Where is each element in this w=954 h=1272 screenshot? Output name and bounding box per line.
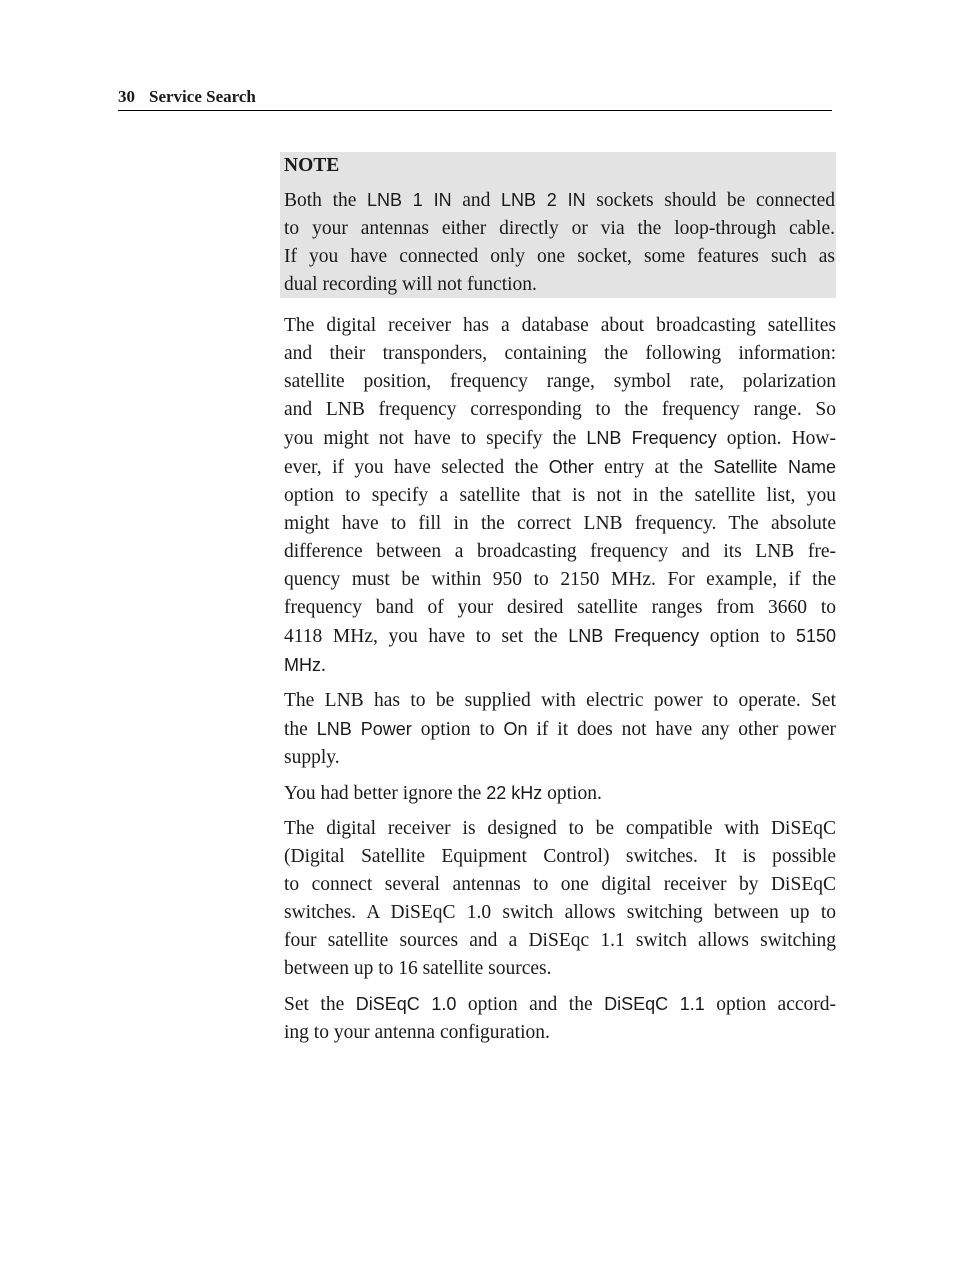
option-name: On bbox=[503, 719, 528, 739]
text-run: satellite position, frequency range, symbol rate, polarization bbox=[284, 371, 836, 392]
text-run: and their transponders, containing the following information: bbox=[284, 343, 836, 364]
text-run: the bbox=[284, 719, 317, 740]
text-run: ing to your antenna configuration. bbox=[284, 1022, 550, 1043]
text-run: switches. A DiSEqC 1.0 switch allows switching between up to bbox=[284, 902, 836, 923]
option-name: Satellite Name bbox=[713, 457, 836, 477]
text-line bbox=[284, 594, 836, 622]
section-title: Service Search bbox=[149, 87, 256, 106]
text-run: If you have connected only one socket, some features such as bbox=[284, 246, 835, 267]
text-run: dual recording will not function. bbox=[284, 274, 537, 295]
option-name: LNB Frequency bbox=[568, 626, 700, 646]
text-run: to your antennas either directly or via the loop-through cable. bbox=[284, 218, 835, 239]
text-run: four satellite sources and a DiSEqc 1.1 switch allows switching bbox=[284, 930, 836, 951]
text-line bbox=[284, 779, 836, 808]
text-run: option to specify a satellite that is not in the satellite list, you bbox=[284, 485, 836, 506]
text-run: might have to fill in the correct LNB frequency. The absolute bbox=[284, 513, 836, 534]
text-line bbox=[284, 687, 836, 715]
text-run: option. How- bbox=[716, 428, 836, 449]
text-run: and bbox=[451, 190, 502, 211]
text-run: difference between a broadcasting frequency and its LNB fre- bbox=[284, 541, 836, 562]
text-line bbox=[284, 651, 836, 680]
text-run: Set the bbox=[284, 994, 356, 1015]
text-line bbox=[284, 815, 836, 843]
text-line bbox=[284, 990, 836, 1019]
text-run: The digital receiver has a database about broadcasting satellites bbox=[284, 315, 836, 336]
text-run: Both the bbox=[284, 190, 368, 211]
text-run: quency must be within 950 to 2150 MHz. For example, if the bbox=[284, 569, 836, 590]
text-run: option to bbox=[699, 626, 796, 647]
text-line bbox=[284, 927, 836, 955]
note-text bbox=[284, 186, 835, 299]
option-name: LNB Frequency bbox=[586, 428, 717, 448]
text-run: option and the bbox=[456, 994, 605, 1015]
option-name: 5150 bbox=[795, 626, 836, 646]
text-run: sockets should be connected bbox=[585, 190, 836, 211]
text-line bbox=[284, 871, 836, 899]
text-run: between up to 16 satellite sources. bbox=[284, 958, 552, 979]
text-line bbox=[284, 215, 835, 243]
option-name: MHz bbox=[284, 655, 321, 675]
text-line bbox=[284, 1019, 836, 1047]
text-line bbox=[284, 843, 836, 871]
paragraph bbox=[284, 779, 836, 808]
text-run: 4118 MHz, you have to set the bbox=[284, 626, 569, 647]
text-line bbox=[284, 424, 836, 453]
option-name: LNB Power bbox=[316, 719, 412, 739]
text-run: ever, if you have selected the bbox=[284, 457, 549, 478]
note-title: NOTE bbox=[284, 155, 340, 176]
text-run: The digital receiver is designed to be compatible with DiSEqC bbox=[284, 818, 836, 839]
paragraph bbox=[284, 990, 836, 1047]
text-run: option to bbox=[411, 719, 504, 740]
text-line bbox=[284, 510, 836, 538]
text-run: (Digital Satellite Equipment Control) switches. It is possible bbox=[284, 846, 836, 867]
note-box bbox=[280, 152, 836, 298]
option-name: LNB 1 IN bbox=[367, 190, 452, 210]
text-run: supply. bbox=[284, 747, 340, 768]
option-name: LNB 2 IN bbox=[501, 190, 586, 210]
page-content bbox=[284, 152, 836, 1047]
text-run: you might not have to specify the bbox=[284, 428, 587, 449]
option-name: Other bbox=[548, 457, 594, 477]
text-run: You had better ignore the bbox=[284, 783, 487, 804]
body-text bbox=[284, 312, 836, 1047]
text-line bbox=[284, 715, 836, 744]
text-run: entry at the bbox=[593, 457, 714, 478]
text-line bbox=[284, 271, 835, 299]
text-line bbox=[284, 566, 836, 594]
option-name: 22 kHz bbox=[486, 783, 543, 803]
text-line bbox=[284, 186, 835, 215]
option-name: DiSEqC 1.0 bbox=[355, 994, 457, 1014]
option-name: DiSEqC 1.1 bbox=[604, 994, 705, 1014]
text-line bbox=[284, 622, 836, 651]
text-run: . bbox=[321, 655, 326, 676]
text-run: and LNB frequency corresponding to the frequency range. So bbox=[284, 399, 836, 420]
paragraph bbox=[284, 312, 836, 680]
text-run: if it does not have any other power bbox=[527, 719, 836, 740]
text-run: option accord- bbox=[704, 994, 836, 1015]
text-run: The LNB has to be supplied with electric power to operate. Set bbox=[284, 690, 836, 711]
text-line bbox=[284, 312, 836, 340]
paragraph bbox=[284, 687, 836, 772]
page-number: 30 bbox=[118, 87, 135, 106]
text-line bbox=[284, 482, 836, 510]
text-line bbox=[284, 340, 836, 368]
text-run: option. bbox=[542, 783, 602, 804]
text-line bbox=[284, 396, 836, 424]
text-run: frequency band of your desired satellite ranges from 3660 to bbox=[284, 597, 836, 618]
text-line bbox=[284, 538, 836, 566]
text-run: to connect several antennas to one digital receiver by DiSEqC bbox=[284, 874, 836, 895]
text-line bbox=[284, 899, 836, 927]
text-line bbox=[284, 955, 836, 983]
running-header bbox=[118, 86, 832, 111]
text-line bbox=[284, 368, 836, 396]
text-line bbox=[284, 744, 836, 772]
paragraph bbox=[284, 815, 836, 983]
text-line bbox=[284, 243, 835, 271]
text-line bbox=[284, 453, 836, 482]
